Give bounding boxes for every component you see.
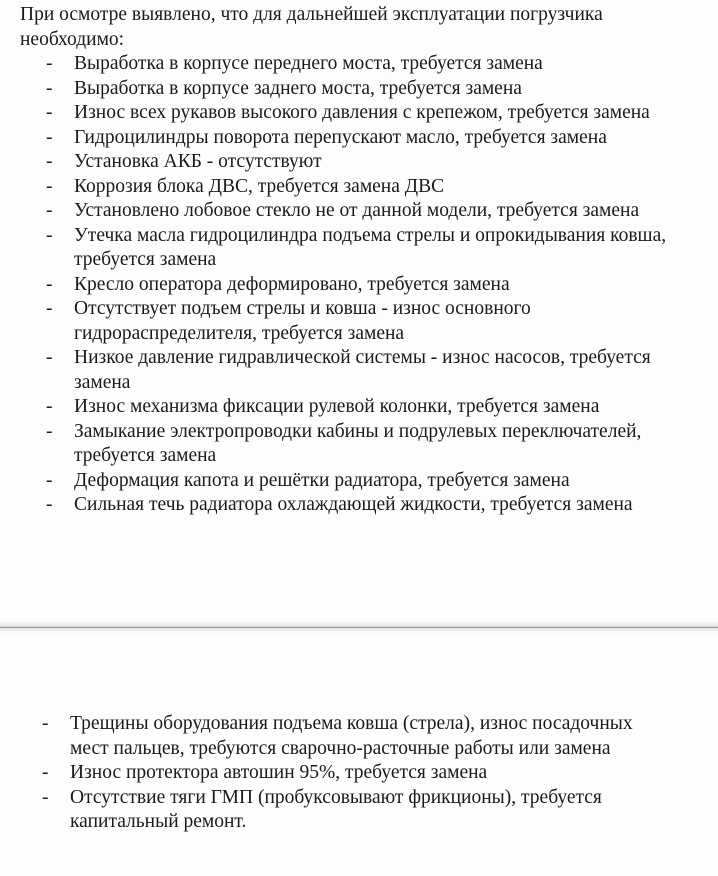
list-item bbox=[0, 346, 680, 395]
list-item-text: Установка АКБ - отсутствуют bbox=[74, 151, 322, 172]
list-item bbox=[0, 175, 680, 200]
list-item-text: Отсутствие тяги ГМП (пробуксовывают фрикционы), требуется капитальный ремонт. bbox=[70, 786, 602, 832]
list-item-text: Износ всех рукавов высокого давления с крепежом, требуется замена bbox=[74, 102, 650, 123]
list-item bbox=[0, 420, 680, 469]
defects-list-part-1 bbox=[0, 52, 718, 518]
list-item-text: Гидроцилиндры поворота перепускают масло, требуется замена bbox=[74, 126, 607, 148]
list-item-text: Выработка в корпусе заднего моста, требуется замена bbox=[74, 77, 522, 99]
list-item bbox=[0, 761, 674, 786]
list-item bbox=[0, 199, 680, 224]
bullet-dash: - bbox=[46, 175, 53, 197]
bullet-dash: - bbox=[46, 469, 53, 491]
list-item bbox=[0, 101, 680, 126]
bullet-dash: - bbox=[46, 126, 53, 148]
bullet-dash: - bbox=[46, 151, 53, 172]
list-item-text: Утечка масла гидроцилиндра подъема стрелы и опрокидывания ковша, требуется замена bbox=[74, 224, 667, 270]
list-item bbox=[0, 224, 680, 273]
list-item-text: Выработка в корпусе переднего моста, требуется замена bbox=[74, 53, 543, 74]
bullet-dash: - bbox=[46, 224, 53, 246]
list-item-text: Кресло оператора деформировано, требуется замена bbox=[74, 273, 510, 295]
list-item-text: Сильная течь радиатора охлаждающей жидкости, требуется замена bbox=[74, 494, 633, 515]
list-item bbox=[0, 786, 674, 835]
list-item bbox=[0, 77, 680, 102]
list-item-text: Износ протектора автошин 95%, требуется замена bbox=[70, 762, 488, 783]
list-item bbox=[0, 150, 680, 175]
bullet-dash: - bbox=[46, 273, 53, 295]
document-section-1 bbox=[0, 2, 718, 518]
bullet-dash: - bbox=[46, 420, 53, 442]
list-item-text: Низкое давление гидравлической системы - износ насосов, требуется замена bbox=[74, 347, 651, 393]
list-item-text: Износ механизма фиксации рулевой колонки, требуется замена bbox=[74, 396, 600, 417]
bullet-dash: - bbox=[46, 494, 53, 515]
list-item bbox=[0, 469, 680, 494]
bullet-dash: - bbox=[46, 102, 53, 123]
bullet-dash: - bbox=[46, 77, 53, 99]
intro-paragraph: При осмотре выявлено, что для дальнейшей эксплуатации погрузчика необходимо: bbox=[20, 4, 603, 50]
list-item bbox=[0, 297, 680, 346]
bullet-dash: - bbox=[46, 298, 53, 319]
bullet-dash: - bbox=[46, 53, 53, 74]
bullet-dash: - bbox=[42, 786, 49, 808]
bullet-dash: - bbox=[42, 762, 49, 783]
list-item-text: Отсутствует подъем стрелы и ковша - износ основного гидрораспределителя, требуется замена bbox=[74, 298, 531, 344]
page-break-divider bbox=[0, 627, 718, 628]
list-item bbox=[0, 273, 680, 298]
list-item bbox=[0, 712, 674, 761]
bullet-dash: - bbox=[46, 200, 53, 221]
list-item bbox=[0, 395, 680, 420]
document-section-2 bbox=[0, 712, 718, 835]
bullet-dash: - bbox=[42, 713, 49, 734]
list-item bbox=[0, 52, 680, 77]
bullet-dash: - bbox=[46, 396, 53, 417]
list-item-text: Деформация капота и решётки радиатора, требуется замена bbox=[74, 469, 570, 491]
bullet-dash: - bbox=[46, 347, 53, 368]
list-item-text: Установлено лобовое стекло не от данной модели, требуется замена bbox=[74, 200, 640, 221]
list-item-text: Трещины оборудования подъема ковша (стрела), износ посадочных мест пальцев, требуются сварочно-расточные работы или замена bbox=[70, 713, 633, 759]
list-item-text: Замыкание электропроводки кабины и подрулевых переключателей, требуется замена bbox=[74, 420, 642, 466]
list-item bbox=[0, 126, 680, 151]
list-item bbox=[0, 493, 680, 518]
list-item-text: Коррозия блока ДВС, требуется замена ДВС bbox=[74, 175, 445, 197]
defects-list-part-2 bbox=[0, 712, 718, 835]
